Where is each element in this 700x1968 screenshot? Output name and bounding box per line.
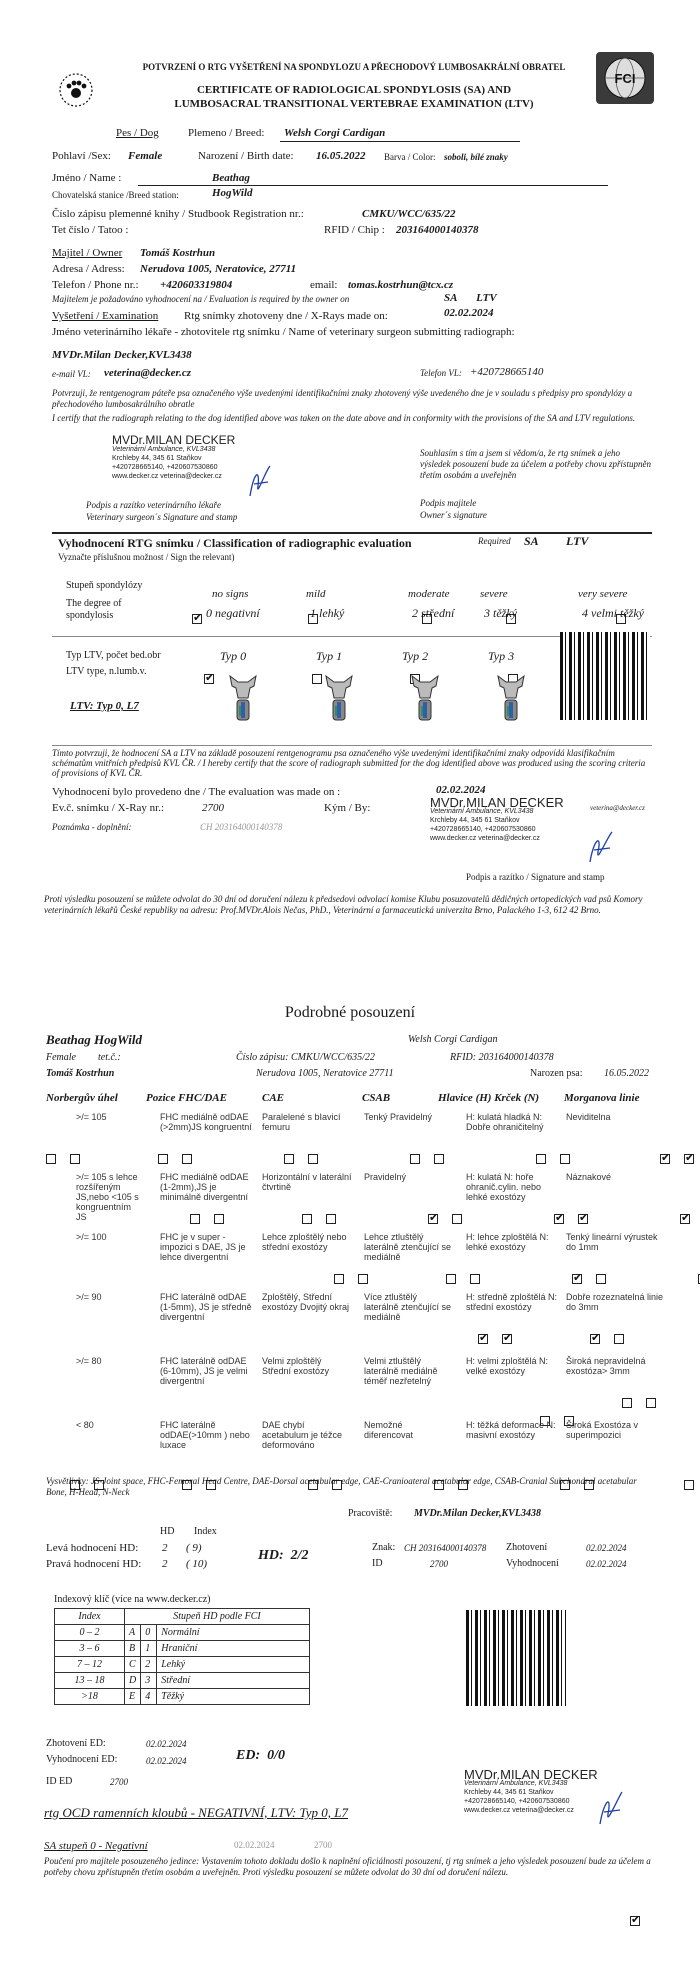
vet-sign-label-en: Veterinary surgeon´s Signature and stamp — [86, 512, 238, 522]
score-cell-norberg: >/= 105 s lehce rozšířeným JS,nebo <105 s kongruentním JS — [76, 1172, 139, 1222]
detail-birth: 16.05.2022 — [604, 1068, 649, 1079]
rfid-label: RFID / Chip : — [324, 224, 385, 236]
index-key-num: 2 — [141, 1657, 157, 1673]
detail-studbook: Číslo zápisu: CMKU/WCC/635/22 — [236, 1052, 375, 1063]
owner-sign-cz: Podpis majitele — [420, 498, 477, 508]
left-hd: 2 — [162, 1542, 168, 1554]
required-sa: SA — [524, 534, 539, 548]
fci-globe-icon — [596, 52, 654, 104]
phone-label: Telefon / Phone nr.: — [52, 279, 139, 291]
ed-made: 02.02.2024 — [146, 1739, 187, 1749]
vet-label: Jméno veterinárního lékaře - zhotovitele rtg snímku / Name of veterinary surgeon submitting radiograph: — [52, 326, 515, 338]
stamp-line3: +420728665140, +420607530860 — [112, 464, 218, 471]
col-cae: CAE — [262, 1092, 285, 1104]
vet-phone: +420728665140 — [470, 366, 544, 378]
color-label: Barva / Color: — [384, 152, 436, 162]
breed-value: Welsh Corgi Cardigan — [284, 127, 386, 139]
id-label: ID — [372, 1558, 383, 1569]
score-cell-csab: Více ztluštělý laterálně ztenčující se mediálně — [364, 1292, 452, 1322]
score-checkbox[interactable] — [560, 1154, 570, 1164]
by-label: Kým / By: — [324, 802, 371, 814]
address-label: Adresa / Adress: — [52, 263, 125, 275]
score-cell-norberg: < 80 — [76, 1420, 94, 1430]
sa-label-3: spondylosis — [66, 610, 114, 621]
score-cell-csab: Tenký Pravidelný — [364, 1112, 433, 1122]
stamp-line4: www.decker.cz veterina@decker.cz — [430, 835, 540, 842]
score-checkbox[interactable] — [554, 1214, 564, 1224]
score-checkbox[interactable] — [182, 1154, 192, 1164]
ed-eval: 02.02.2024 — [146, 1756, 187, 1766]
required-label: Required — [478, 536, 511, 546]
mark-label: Znak: — [372, 1542, 396, 1553]
sa-label-1: Stupeň spondylózy — [66, 580, 143, 591]
index-key-head-index: Index — [55, 1609, 125, 1625]
ltv-result: LTV: Typ 0, L7 — [70, 700, 139, 712]
vet-signature-3 — [596, 1788, 626, 1830]
score-cell-fhc: FHC laterálně odDAE (6-10mm), JS je velmi divergentní — [160, 1356, 248, 1386]
score-checkbox[interactable] — [684, 1154, 694, 1164]
qr-code-1 — [560, 632, 650, 720]
index-key-row — [55, 1641, 310, 1657]
score-cell-head: H: těžká deformace N: masivní exostózy — [466, 1420, 556, 1440]
index-key-range: 7 – 12 — [55, 1657, 125, 1673]
stamp-line2: Krchleby 44, 345 61 Staňkov — [464, 1789, 554, 1796]
vet-email-label: e-mail VL: — [52, 369, 91, 379]
score-checkbox[interactable] — [680, 1214, 690, 1224]
score-cell-csab: Nemožné diferencovat — [364, 1420, 414, 1440]
id-value: 2700 — [430, 1559, 448, 1569]
vertebra-diagram-icon — [494, 672, 528, 724]
fci-logo-text: FCI — [614, 71, 636, 86]
ltv-option-checkbox[interactable] — [312, 674, 322, 684]
stamp-name: MVDr.MILAN DECKER — [464, 1767, 598, 1782]
confirm-en: I certify that the radiograph relating to the dog identified above was taken on the date above and in conformity with the provisions of the SA and LTV regulations. — [52, 413, 636, 423]
score-cell-fhc: FHC laterálně odDAE (1-5mm), JS je středně divergentní — [160, 1292, 252, 1322]
score-cell-head: H: lehce zploštělá N: lehké exostózy — [466, 1232, 549, 1252]
id-ed-label: ID ED — [46, 1776, 73, 1787]
xray-label: Rtg snímky zhotoveny dne / X-Rays made on: — [184, 310, 388, 322]
score-cell-csab: Velmi ztluštělý laterálně mediálně téměř nezřetelný — [364, 1356, 438, 1386]
col-norberg: Norbergův úhel — [46, 1092, 118, 1104]
vertebra-diagram-icon — [408, 672, 442, 724]
score-cell-morgan: Dobře rozeznatelná linie do 3mm — [566, 1292, 664, 1312]
xray-date: 02.02.2024 — [444, 307, 494, 319]
col-csab: CSAB — [362, 1092, 391, 1104]
breed-label: Plemeno / Breed: — [188, 127, 265, 139]
birth-value: 16.05.2022 — [316, 150, 366, 162]
score-cell-cae: Paralelené s bIavicí femuru — [262, 1112, 341, 1132]
sa-result: SA stupeň 0 - Negativní — [44, 1840, 148, 1852]
index-key-letter: A — [125, 1625, 141, 1641]
sa-option-en: moderate — [408, 588, 450, 600]
sa-option-label: 3 těžký — [484, 606, 517, 620]
score-checkbox[interactable] — [302, 1214, 312, 1224]
detail-birth-label: Narozen psa: — [530, 1068, 583, 1079]
score-cell-cae: DAE chybí acetabulum je téžce deformováno — [262, 1420, 343, 1450]
stamp-line1: Veterinární Ambulance, KVL3438 — [464, 1780, 568, 1787]
name-label: Jméno / Name : — [52, 172, 122, 184]
note-watermark: CH 203164000140378 — [200, 822, 283, 832]
score-checkbox[interactable] — [284, 1154, 294, 1164]
owner-heading: Majitel / Owner — [52, 247, 123, 259]
evaluation-sub: Vyznačte příslušnou možnost / Sign the relevant) — [58, 552, 235, 562]
score-checkbox[interactable] — [578, 1214, 588, 1224]
ltv-option-checkbox[interactable] — [204, 674, 214, 684]
appeal-note: Proti výsledku posouzení se můžete odvolat do 30 dní od doručení nálezu k předsedovi odvolací komise Klubu posuzovatelů dědičných ortopedických vad psů Komory veterinárních lékařů České republiky na adresu: Prof.MVDr.Alois Nečas, PhD., Veterinární a farmaceutická univerzita Brno, Palackého 1-3, 612 42 Brno. — [44, 894, 643, 915]
ltv-option-label: Typ 1 — [316, 649, 343, 663]
sa-label-2: The degree of — [66, 598, 122, 609]
score-cell-norberg: >/= 90 — [76, 1292, 102, 1302]
index-key-range: >18 — [55, 1689, 125, 1705]
score-cell-cae: Velmi zploštělý Střední exostózy — [262, 1356, 330, 1376]
vet-stamp-2 — [430, 795, 590, 843]
vet-stamp-1 — [112, 433, 262, 481]
mark-value: CH 203164000140378 — [404, 1543, 487, 1553]
made-on-value: 02.02.2024 — [436, 784, 486, 796]
vyhodnoceni-label: Vyhodnocení — [506, 1558, 559, 1569]
zhotoveni-label: Zhotovení — [506, 1542, 548, 1553]
detail-tet-label: tet.č.: — [98, 1052, 121, 1063]
index-key-num: 0 — [141, 1625, 157, 1641]
index-key-range: 0 – 2 — [55, 1625, 125, 1641]
score-cell-head: H: kulatá N: hoře ohranič.cylin. nebo lehké exostózy — [466, 1172, 542, 1202]
hd-col: HD — [160, 1526, 175, 1537]
tattoo-label: Tet číslo / Tatoo : — [52, 224, 129, 236]
sa-option-en: mild — [306, 588, 326, 600]
ltv-option-label: Typ 0 — [220, 649, 247, 663]
made-on-label: Vyhodnocení bylo provedeno dne / The evaluation was made on : — [52, 786, 341, 798]
ed-made-label: Zhotovení ED: — [46, 1738, 106, 1749]
right-index: ( 10) — [186, 1558, 208, 1570]
title-cz: POTVRZENÍ O RTG VYŠETŘENÍ NA SPONDYLOZU A PŘECHODOVÝ LUMBOSAKRÁLNÍ OBRATEL — [142, 62, 566, 72]
stamp-name: MVDr.MILAN DECKER — [112, 433, 236, 447]
evaluation-note: Majitelem je požadováno vyhodnocení na / Evaluation is required by the owner on — [52, 294, 350, 304]
score-checkbox[interactable] — [470, 1274, 480, 1284]
sa-option-label: 2 střední — [412, 606, 455, 620]
score-checkbox[interactable] — [478, 1334, 488, 1344]
score-checkbox[interactable] — [70, 1154, 80, 1164]
index-key-letter: D — [125, 1673, 141, 1689]
score-checkbox[interactable] — [622, 1398, 632, 1408]
score-cell-morgan: Široká nepravidelná exostóza> 3mm — [566, 1356, 646, 1376]
vet-email: veterina@decker.cz — [104, 367, 192, 379]
owner-consent: Souhlasím s tím a jsem si vědom/a, že rtg snímek a jeho výsledek posouzení bude za účelem a potřeby chovu zpřístupněn třetím osobám a uveřejněn — [420, 448, 651, 480]
score-cell-cae: Horizontální v laterální čtvrtině — [262, 1172, 352, 1192]
fci-logo — [596, 52, 654, 104]
score-checkbox[interactable] — [684, 1480, 694, 1490]
exam-heading: Vyšetření / Examination — [52, 310, 159, 322]
ed-result: ED: 0/0 — [236, 1748, 285, 1763]
score-cell-head: H: velmi zploštělá N: velké exostózy — [466, 1356, 549, 1376]
vertebra-diagram-icon — [226, 672, 260, 724]
sa-ghost-date: 02.02.2024 — [234, 1840, 275, 1850]
score-checkbox[interactable] — [502, 1334, 512, 1344]
sa-ghost-id: 2700 — [314, 1840, 332, 1850]
stamp-line3: +420728665140, +420607530860 — [430, 826, 536, 833]
rfid-value: 203164000140378 — [396, 224, 479, 236]
index-key-letter: E — [125, 1689, 141, 1705]
index-key-label: Lehký — [157, 1657, 310, 1673]
ed-eval-label: Vyhodnocení ED: — [46, 1754, 118, 1765]
stamp-name: MVDr.MILAN DECKER — [430, 795, 564, 810]
score-checkbox[interactable] — [572, 1274, 582, 1284]
right-hd: 2 — [162, 1558, 168, 1570]
index-key-num: 4 — [141, 1689, 157, 1705]
score-cell-morgan: Tenký lineární výrustek do 1mm — [566, 1232, 658, 1252]
zhotoveni-value: 02.02.2024 — [586, 1543, 627, 1553]
kennel-value: HogWild — [212, 187, 253, 199]
explanation: Vysvětlivky: JS-Joint space, FHC-Femoral Head Centre, DAE-Dorsal acetabular edge, CAE-Cranioateral acetabular edge, CSAB-Cranial Subchondral acetabular Bone, H-Head, N-Neck — [46, 1476, 637, 1497]
index-key-row — [55, 1657, 310, 1673]
score-cell-norberg: >/= 100 — [76, 1232, 107, 1242]
ltv-option-label: Typ 3 — [488, 649, 515, 663]
index-key-row — [55, 1689, 310, 1705]
workplace-label: Pracoviště: — [348, 1508, 393, 1519]
score-checkbox[interactable] — [190, 1214, 200, 1224]
score-checkbox[interactable] — [158, 1154, 168, 1164]
score-cell-csab: Lehce ztluštělý laterálně ztenčující se mediálně — [364, 1232, 452, 1262]
score-checkbox[interactable] — [434, 1154, 444, 1164]
sex-label: Pohlaví /Sex: — [52, 150, 111, 162]
sa-option-label: 1 lehký — [310, 606, 345, 620]
score-checkbox[interactable] — [410, 1154, 420, 1164]
score-checkbox[interactable] — [590, 1334, 600, 1344]
vertebra-diagram-icon — [322, 672, 356, 724]
detail-sex: Female — [46, 1052, 76, 1063]
stamp-line2: Krchleby 44, 345 61 Staňkov — [112, 455, 202, 462]
sex-value: Female — [128, 150, 163, 162]
score-checkbox[interactable] — [326, 1214, 336, 1224]
score-cell-fhc: FHC mediálně odDAE (1-2mm),JS je minimálně divergentní — [160, 1172, 249, 1202]
score-checkbox[interactable] — [308, 1154, 318, 1164]
sa-option-label: 0 negativní — [206, 606, 260, 620]
studbook-value: CMKU/WCC/635/22 — [362, 208, 456, 220]
index-key-letter: C — [125, 1657, 141, 1673]
ltv-label-1: Typ LTV, počet bed.obr — [66, 650, 161, 661]
email-label: email: — [310, 279, 338, 291]
xray-nr-value: 2700 — [202, 802, 224, 814]
title-en-1: CERTIFICATE OF RADIOLOGICAL SPONDYLOSIS (SA) AND — [196, 84, 512, 96]
score-cell-head: H: středně zploštělá N: střední exostózy — [466, 1292, 558, 1312]
detail-heading: Podrobné posouzení — [284, 1004, 416, 1021]
vet-signature-1 — [246, 462, 274, 502]
sa-option-en: severe — [480, 588, 508, 600]
index-key-label: Střední — [157, 1673, 310, 1689]
index-key-label: Normální — [157, 1625, 310, 1641]
sign-label: Podpis a razítko / Signature and stamp — [466, 872, 605, 882]
note-label: Poznámka - doplnění: — [52, 822, 132, 832]
sa-confirm-checkbox — [630, 1916, 640, 1926]
col-morgan: Morganova linie — [564, 1092, 640, 1104]
detail-rfid: RFID: 203164000140378 — [450, 1052, 554, 1063]
evaluation-heading: Vyhodnocení RTG snímku / Classification of radiographic evaluation — [58, 536, 412, 550]
sa-option-label: 4 velmi těžký — [582, 606, 644, 620]
sa-option-en: very severe — [578, 588, 628, 600]
phone-value: +420603319804 — [160, 279, 233, 291]
score-checkbox[interactable] — [452, 1214, 462, 1224]
index-key-num: 3 — [141, 1673, 157, 1689]
footer-note: Poučení pro majitele posouzeného jedince: Vystavením tohoto dokladu došlo k naplnění oficiálnosti posouzení, tj rtg snímek a jeho výsledek posouzení bude za účelem a potřeby chovu zpřístupněn třetím osobám a uveřejněn. Proti výsledku posouzení se můžete odvolat do 30 dní od doručení nálezu. — [44, 1856, 651, 1877]
score-checkbox[interactable] — [646, 1398, 656, 1408]
vet-sign-label-cz: Podpis a razítko veterinárního lékaře — [86, 500, 221, 510]
vyhodnoceni-value: 02.02.2024 — [586, 1559, 627, 1569]
xray-nr-label: Ev.č. snímku / X-Ray nr.: — [52, 802, 165, 814]
score-checkbox[interactable] — [358, 1274, 368, 1284]
kvl-logo — [58, 72, 94, 108]
score-cell-norberg: >/= 80 — [76, 1356, 102, 1366]
studbook-label: Číslo zápisu plemenné knihy / Studbook Registration nr.: — [52, 208, 304, 220]
index-key-row — [55, 1673, 310, 1689]
color-value: soboli, bílé znaky — [444, 152, 508, 162]
ltv-label-2: LTV type, n.lumb.v. — [66, 666, 147, 677]
index-key-row — [55, 1625, 310, 1641]
stamp-line4: www.decker.cz veterina@decker.cz — [464, 1807, 574, 1814]
vet-signature-2 — [586, 828, 618, 868]
detail-owner: Tomáš Kostrhun — [46, 1068, 115, 1079]
index-col: Index — [194, 1526, 217, 1537]
vet-name: MVDr.Milan Decker,KVL3438 — [52, 349, 192, 361]
email-value: tomas.kostrhun@tcx.cz — [348, 279, 454, 291]
required-value: SA LTV — [444, 292, 497, 304]
index-key-label: Těžký — [157, 1689, 310, 1705]
score-cell-morgan: Náznakové — [566, 1172, 612, 1182]
score-cell-head: H: kulatá hladká N: Dobře ohraničitelný — [466, 1112, 544, 1132]
index-key-head-grade: Stupeň HD podle FCI — [125, 1609, 310, 1625]
required-ltv: LTV — [566, 534, 589, 548]
owner-sign-en: Owner´s signature — [420, 510, 487, 520]
score-cell-morgan: Neviditelna — [566, 1112, 611, 1122]
index-key-range: 13 – 18 — [55, 1673, 125, 1689]
confirm-cz: Potvrzuji, že rentgenogram páteře psa označeného výše uvedenými identifikačními znaky zhotovený výše uvedeného dne je v souladu s předpisy pro spondylózy a přechodového lumbosakrálního obratle — [52, 388, 633, 409]
index-key-title: Indexový klíč (více na www.decker.cz) — [54, 1594, 211, 1605]
score-checkbox[interactable] — [596, 1274, 606, 1284]
score-cell-morgan: Široká Exostóza v superimpozici — [566, 1420, 639, 1440]
score-cell-cae: Lehce zploštělý nebo střední exostózy — [262, 1232, 347, 1252]
score-cell-fhc: FHC mediálně odDAE (>2mm)JS kongruentní — [160, 1112, 252, 1132]
score-checkbox[interactable] — [660, 1154, 670, 1164]
left-index: ( 9) — [186, 1542, 202, 1554]
workplace: MVDr.Milan Decker,KVL3438 — [414, 1508, 541, 1519]
stamp-email-side: veterina@decker.cz — [590, 804, 645, 812]
index-key-num: 1 — [141, 1641, 157, 1657]
ocd-result: rtg OCD ramenních kloubů - NEGATIVNÍ, LTV: Typ 0, L7 — [44, 1805, 349, 1820]
stamp-line4: www.decker.cz veterina@decker.cz — [112, 473, 222, 480]
id-ed: 2700 — [110, 1777, 128, 1787]
detail-breed: Welsh Corgi Cardigan — [408, 1034, 498, 1045]
score-cell-fhc: FHC je v super - impozici s DAE, JS je lehce divergentní — [160, 1232, 246, 1262]
kennel-label: Chovatelská stanice /Breed station: — [52, 190, 179, 200]
score-cell-cae: Zploštělý, Střední exostózy Dvojitý okraj — [262, 1292, 350, 1312]
score-checkbox[interactable] — [446, 1274, 456, 1284]
score-checkbox[interactable] — [214, 1214, 224, 1224]
score-cell-fhc: FHC laterálně odDAE(>10mm ) nebo luxace — [160, 1420, 250, 1450]
address-value: Nerudova 1005, Neratovice, 27711 — [140, 263, 297, 275]
sa-option-checkbox[interactable] — [192, 614, 202, 624]
index-key-letter: B — [125, 1641, 141, 1657]
vet-phone-label: Telefon VL: — [420, 368, 462, 378]
qr-code-2 — [466, 1610, 566, 1706]
index-key-range: 3 – 6 — [55, 1641, 125, 1657]
score-cell-norberg: >/= 105 — [76, 1112, 107, 1122]
left-hd-label: Levá hodnocení HD: — [46, 1542, 139, 1554]
scoring-note: Tímto potvrzuji, že hodnocení SA a LTV na základě posouzení rentgenogramu psa označeného výše uvedenými identifikačními znaky odpovídá klasifikačním schématům vnitřních předpisů KVL ČR. / I hereby certify that the score of radiograph submitted for the dog identified above was produced using the scoring criteria of provisions of KVL ČR. — [52, 748, 646, 778]
detail-address: Nerudova 1005, Neratovice 27711 — [256, 1068, 394, 1079]
name-value: Beathag — [212, 172, 250, 184]
detail-dog-name: Beathag HogWild — [46, 1032, 142, 1047]
right-hd-label: Pravá hodnocení HD: — [46, 1558, 142, 1570]
pes-label: Pes / Dog — [116, 127, 159, 139]
score-checkbox[interactable] — [536, 1154, 546, 1164]
stamp-line3: +420728665140, +420607530860 — [464, 1798, 570, 1805]
score-checkbox[interactable] — [46, 1154, 56, 1164]
birth-label: Narození / Birth date: — [198, 150, 294, 162]
col-fhc: Pozice FHC/DAE — [146, 1092, 227, 1104]
score-checkbox[interactable] — [614, 1334, 624, 1344]
score-checkbox[interactable] — [334, 1274, 344, 1284]
owner-name: Tomáš Kostrhun — [140, 247, 216, 259]
ltv-option-label: Typ 2 — [402, 649, 429, 663]
score-checkbox[interactable] — [428, 1214, 438, 1224]
sa-option-en: no signs — [212, 588, 249, 600]
index-key-label: Hraniční — [157, 1641, 310, 1657]
paw-emblem-icon — [58, 72, 94, 108]
stamp-line1: Veterinární Ambulance, KVL3438 — [112, 446, 216, 453]
title-en-2: LUMBOSACRAL TRANSITIONAL VERTEBRAE EXAMINATION (LTV) — [174, 98, 534, 110]
stamp-line2: Krchleby 44, 345 61 Staňkov — [430, 817, 520, 824]
col-head: Hlavice (H) Krček (N) — [438, 1092, 540, 1104]
score-cell-csab: Pravidelný — [364, 1172, 407, 1182]
stamp-line1: Veterinární Ambulance, KVL3438 — [430, 808, 534, 815]
hd-result: HD: 2/2 — [258, 1548, 309, 1563]
index-key-table — [54, 1608, 310, 1705]
